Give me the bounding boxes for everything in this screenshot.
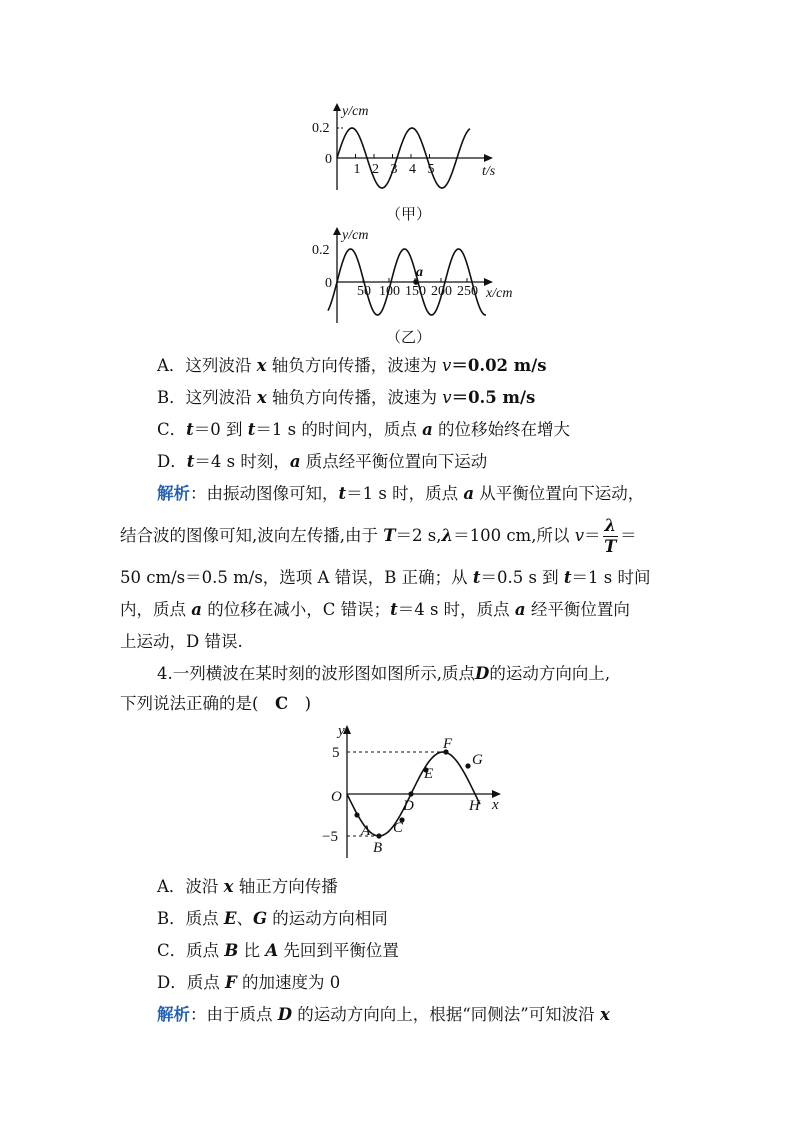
q4-option-d: D．质点 F 的加速度为 0	[157, 973, 341, 992]
analysis3-line5: 上运动，D 错误.	[120, 632, 243, 651]
fig1-tick-label-2: 2	[372, 162, 379, 177]
point-label-a: A	[361, 823, 371, 839]
x-axis-arrow	[484, 278, 493, 286]
q4-option-b: B．质点 E、G 的运动方向相同	[157, 909, 388, 928]
wave-graph-q4	[320, 718, 520, 863]
point-d	[408, 791, 413, 796]
t-axis-label: t/s	[482, 164, 496, 179]
caption-yi: （乙）	[386, 328, 432, 346]
point-label-e: E	[424, 766, 434, 782]
y-axis-label: y	[338, 723, 345, 739]
origin-label: 0	[325, 276, 332, 291]
y-label: y/cm	[342, 104, 369, 119]
x-axis-label: x/cm	[486, 286, 513, 301]
y-axis-arrow	[333, 227, 341, 235]
t-axis-arrow	[484, 154, 493, 162]
point-label-g: G	[472, 752, 483, 768]
y-label: y/cm	[342, 228, 369, 243]
point-label-h: H	[469, 798, 480, 814]
fig1-tick-label-1: 1	[353, 162, 361, 177]
analysis3-line1: 解析：由振动图像可知，t＝1 s 时，质点 a 从平衡位置向下运动，	[157, 484, 645, 503]
fig1-tick-label-4: 4	[409, 162, 416, 177]
point-a	[354, 812, 359, 817]
origin-label: O	[331, 789, 342, 805]
caption-jia: （甲）	[386, 205, 432, 223]
y-max-label: 0.2	[312, 243, 330, 258]
fig2-tick-label-200: 200	[431, 284, 452, 299]
point-label-b: B	[373, 840, 383, 856]
fraction-lambda-over-t: $\frac{\lambda}{T}$	[604, 516, 617, 556]
fig2-tick-label-100: 100	[379, 284, 400, 299]
wave-graph-yi	[300, 223, 540, 328]
y-neg-label: −5	[322, 829, 338, 845]
x-axis-label: x	[492, 797, 499, 813]
point-b	[376, 833, 381, 838]
fig2-tick-label-150: 150	[405, 284, 426, 299]
analysis4-line1: 解析：由于质点 D 的运动方向向上，根据“同侧法”可知波沿 x	[157, 1005, 610, 1024]
point-label-d: D	[403, 798, 414, 814]
q3-option-d: D．t＝4 s 时刻，a 质点经平衡位置向下运动	[157, 452, 488, 471]
analysis3-line3: 50 cm/s＝0.5 m/s，选项 A 错误，B 正确；从 t＝0.5 s 到 t＝1 s 时间	[120, 568, 651, 587]
origin-label: 0	[325, 152, 332, 167]
q4-option-c: C．质点 B 比 A 先回到平衡位置	[157, 941, 399, 960]
vibration-graph-jia	[300, 100, 520, 200]
fig1-tick-label-5: 5	[427, 162, 435, 177]
q4-stem-line2: 下列说法正确的是( C )	[120, 694, 312, 713]
fig2-tick-label-50: 50	[357, 284, 371, 299]
analysis3-line4: 内，质点 a 的位移在减小，C 错误；t＝4 s 时，质点 a 经平衡位置向	[120, 600, 630, 619]
y-pos-label: 5	[332, 745, 340, 761]
point-label-f: F	[443, 736, 453, 752]
q4-option-a: A．波沿 x 轴正方向传播	[157, 877, 338, 896]
q3-option-c: C．t＝0 到 t＝1 s 的时间内，质点 a 的位移始终在增大	[157, 420, 571, 439]
point-g	[465, 763, 470, 768]
y-axis-arrow	[333, 103, 341, 111]
analysis3-line2: 结合波的图像可知,波向左传播,由于 T＝2 s,λ＝100 cm,所以 v＝ $\frac{\lambda}{T}$ ＝	[120, 516, 637, 556]
q3-option-b: B．这列波沿 x 轴负方向传播，波速为 v＝0.5 m/s	[157, 388, 536, 407]
q4-stem-line1: 4.一列横波在某时刻的波形图如图所示,质点D的运动方向向上,	[157, 664, 611, 683]
fig1-tick-label-3: 3	[390, 162, 398, 177]
y-max-label: 0.2	[312, 121, 330, 136]
point-a-label: a	[416, 265, 423, 280]
q3-option-a: A．这列波沿 x 轴负方向传播，波速为 v＝0.02 m/s	[157, 356, 547, 375]
point-label-c: C	[393, 820, 404, 836]
fig2-tick-label-250: 250	[457, 284, 478, 299]
